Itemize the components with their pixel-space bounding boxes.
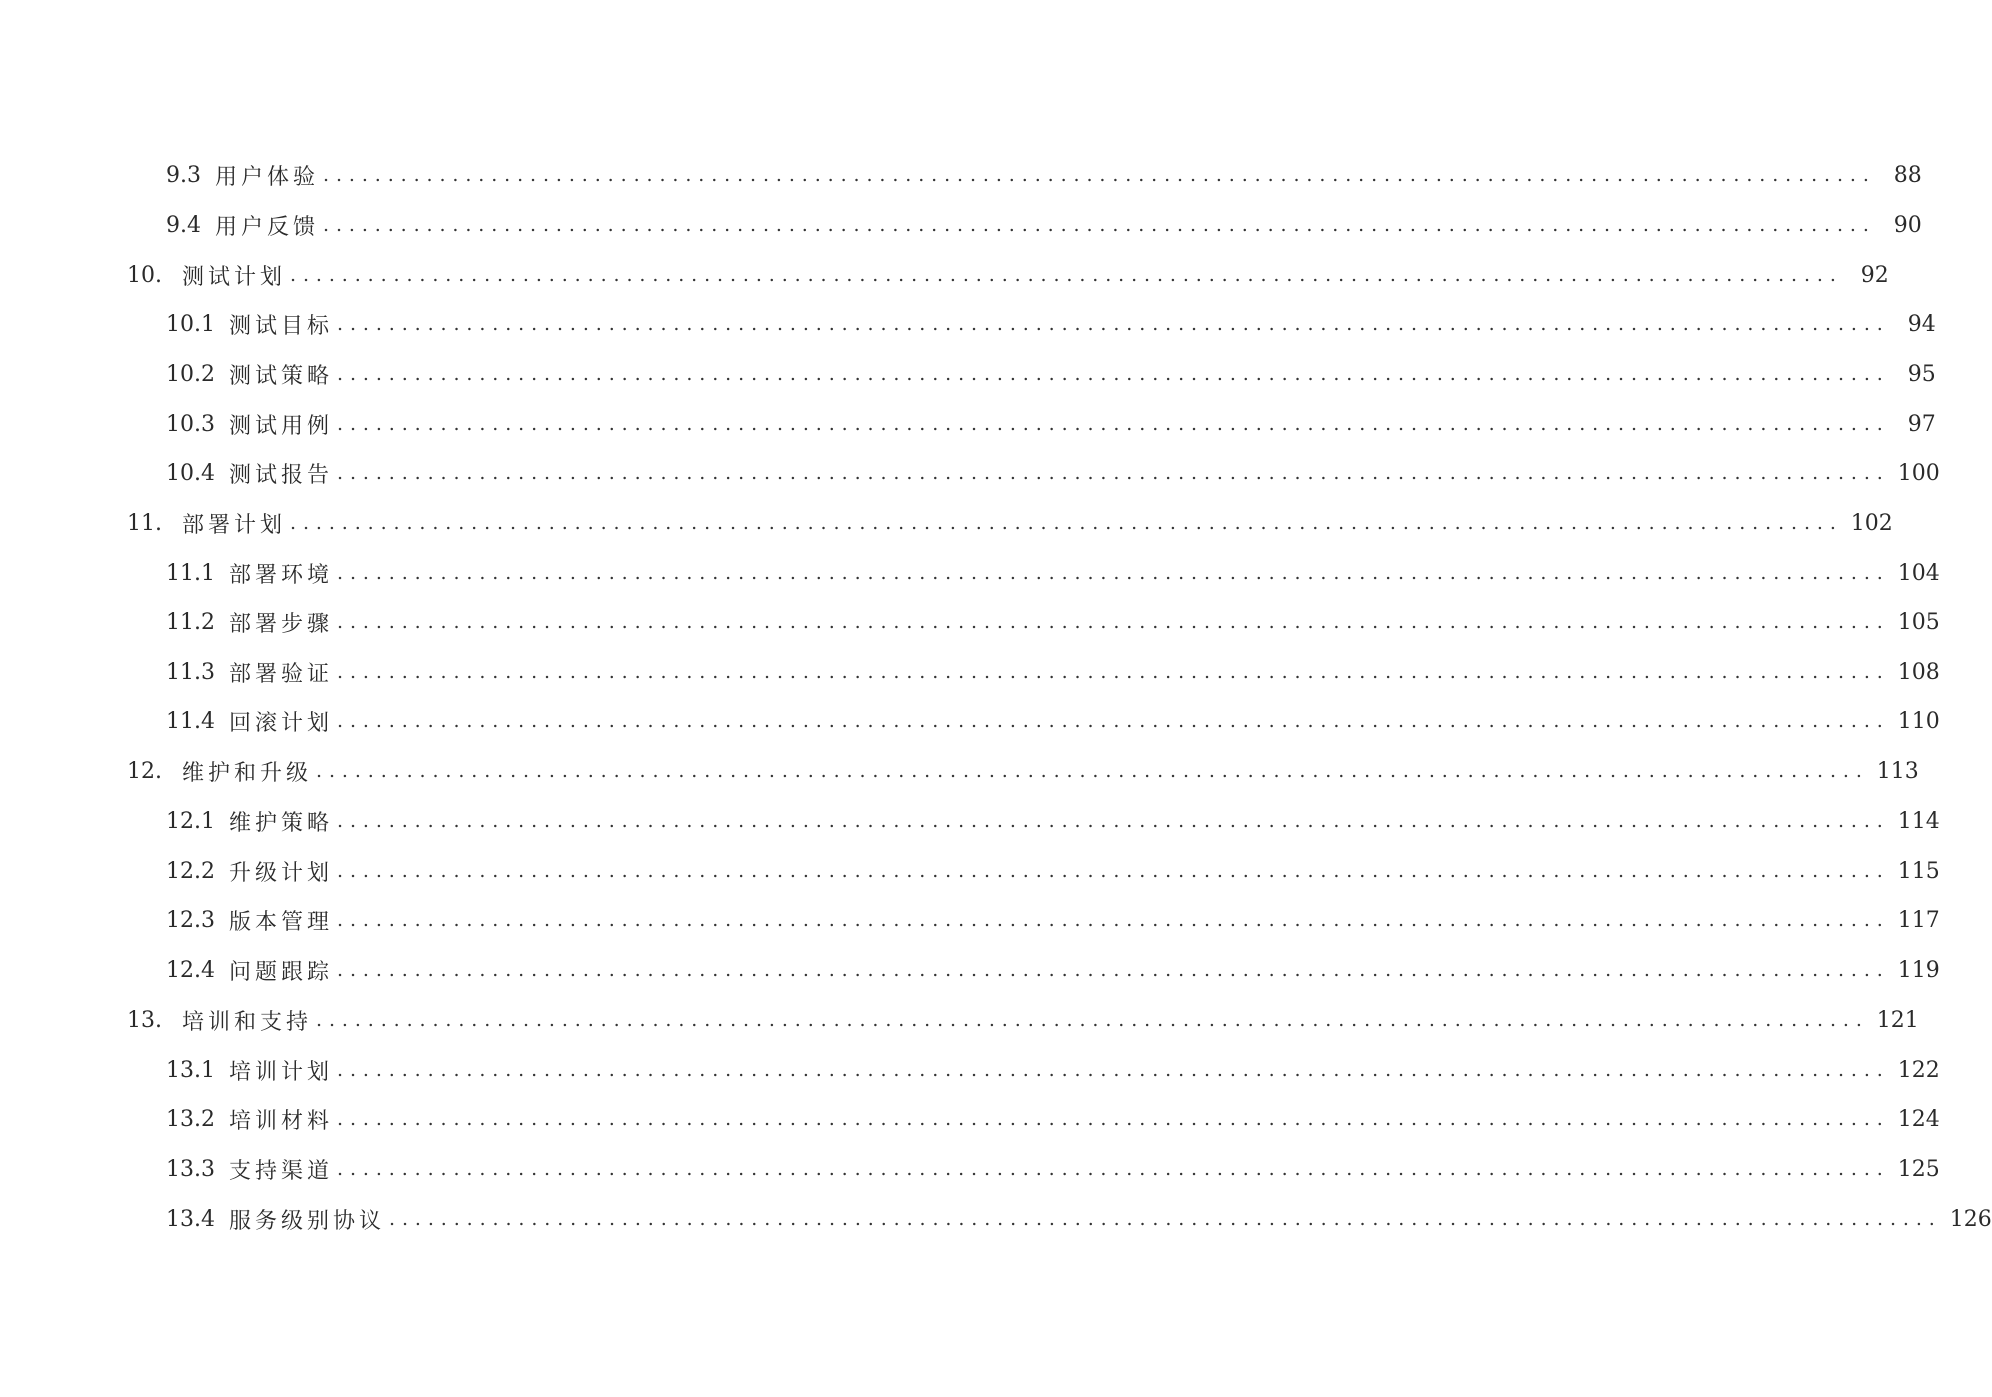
toc-entry[interactable] [166,150,1922,200]
toc-entry[interactable] [127,498,1893,548]
toc-entry-number: 10.3 [166,411,215,437]
toc-entry[interactable] [166,1194,1992,1244]
toc-leader-dots: ........................................................................................................................ [337,1059,1890,1081]
toc-entry-number: 11.3 [166,659,215,685]
toc-entry-title: 支持渠道 [228,1158,333,1184]
toc-entry-page: 95 [1907,361,1936,387]
toc-entry-number: 9.4 [166,212,201,238]
toc-entry-page: 113 [1876,758,1919,784]
toc-entry-title: 回滚计划 [228,710,333,736]
toc-entry-title: 升级计划 [228,860,333,886]
toc-leader-dots: ........................................................................................................................ [337,462,1890,484]
toc-entry-title: 部署步骤 [228,611,333,637]
toc-entry[interactable] [166,945,1940,995]
toc-entry-number: 10.1 [166,311,215,337]
toc-leader-dots: ........................................................................................................................ [316,1009,1869,1031]
toc-leader-dots: ........................................................................................................................ [337,909,1890,931]
toc-entry-title: 用户体验 [215,164,320,190]
toc-entry-number: 12.4 [166,957,215,983]
toc-entry-title: 用户反馈 [215,214,320,240]
toc-entry-title: 测试计划 [182,264,287,290]
toc-leader-dots: ........................................................................................................................ [290,512,1843,534]
toc-entry-page: 115 [1897,858,1940,884]
toc-entry-title: 测试策略 [228,363,333,389]
toc-entry-page: 92 [1860,262,1889,288]
toc-entry[interactable] [166,846,1940,896]
toc-entry-number: 13.2 [166,1106,215,1132]
toc-entry-title: 测试用例 [228,413,333,439]
toc-entry-number: 12.2 [166,858,215,884]
toc-entry[interactable] [166,597,1940,647]
toc-leader-dots: ........................................................................................................................ [337,363,1890,385]
toc-entry-title: 维护和升级 [182,760,313,786]
toc-entry-title: 测试目标 [228,313,333,339]
toc-leader-dots: ........................................................................................................................ [323,214,1876,236]
toc-leader-dots: ........................................................................................................................ [337,313,1890,335]
toc-entry-title: 培训和支持 [182,1009,313,1035]
toc-leader-dots: ........................................................................................................................ [337,1108,1890,1130]
toc-entry-title: 问题跟踪 [228,959,333,985]
toc-entry-number: 11. [127,510,162,536]
toc-entry[interactable] [166,399,1936,449]
toc-leader-dots: ........................................................................................................................ [337,562,1890,584]
toc-entry-page: 114 [1897,808,1940,834]
toc-entry-title: 服务级别协议 [228,1208,385,1234]
toc-entry-number: 12. [127,758,162,784]
toc-entry-title: 部署环境 [228,562,333,588]
toc-entry-number: 11.4 [166,708,215,734]
toc-entry[interactable] [166,448,1940,498]
toc-entry[interactable] [166,647,1940,697]
toc-entry-page: 90 [1893,212,1922,238]
toc-entry-page: 125 [1897,1156,1940,1182]
toc-entry-number: 13. [127,1007,162,1033]
toc-entry-page: 126 [1949,1206,1992,1232]
toc-entry[interactable] [166,548,1940,598]
toc-entry[interactable] [166,1144,1940,1194]
toc-entry-page: 104 [1897,560,1940,586]
toc-leader-dots: ........................................................................................................................ [337,1158,1890,1180]
toc-entry-page: 108 [1897,659,1940,685]
toc-entry-number: 11.2 [166,609,215,635]
toc-entry[interactable] [127,250,1889,300]
toc-entry[interactable] [127,746,1919,796]
toc-entry-page: 88 [1893,162,1922,188]
toc-entry-title: 培训材料 [228,1108,333,1134]
toc-leader-dots: ........................................................................................................................ [337,860,1890,882]
toc-entry[interactable] [166,1094,1940,1144]
toc-entry-number: 10.2 [166,361,215,387]
toc-entry-page: 122 [1897,1057,1940,1083]
toc-entry-title: 测试报告 [228,462,333,488]
toc-entry[interactable] [166,895,1940,945]
toc-leader-dots: ........................................................................................................................ [337,810,1890,832]
toc-entry-title: 维护策略 [228,810,333,836]
toc-entry-number: 9.3 [166,162,201,188]
toc-entry[interactable] [166,349,1936,399]
toc-entry-page: 110 [1897,708,1940,734]
toc-entry-page: 97 [1907,411,1936,437]
toc-entry-number: 12.1 [166,808,215,834]
toc-entry-page: 105 [1897,609,1940,635]
toc-leader-dots: ........................................................................................................................ [337,959,1890,981]
toc-entry[interactable] [166,796,1940,846]
toc-leader-dots: ........................................................................................................................ [337,710,1890,732]
toc-leader-dots: ........................................................................................................................ [337,611,1890,633]
toc-entry-page: 100 [1897,460,1940,486]
toc-entry-title: 培训计划 [228,1059,333,1085]
toc-entry[interactable] [166,200,1922,250]
toc-entry-number: 13.1 [166,1057,215,1083]
toc-entry[interactable] [166,696,1940,746]
toc-entry-number: 13.3 [166,1156,215,1182]
toc-entry-page: 94 [1907,311,1936,337]
toc-entry-page: 117 [1897,907,1940,933]
toc-leader-dots: ........................................................................................................................ [323,164,1876,186]
toc-entry-number: 11.1 [166,560,215,586]
toc-leader-dots: ........................................................................................................................ [337,413,1890,435]
toc-entry-number: 10.4 [166,460,215,486]
toc-leader-dots: ........................................................................................................................ [290,264,1843,286]
toc-entry-number: 10. [127,262,162,288]
toc-entry-number: 13.4 [166,1206,215,1232]
toc-entry[interactable] [127,995,1919,1045]
toc-entry-title: 部署计划 [182,512,287,538]
toc-entry[interactable] [166,299,1936,349]
toc-entry-page: 102 [1850,510,1893,536]
toc-entry-page: 119 [1897,957,1940,983]
toc-entry-title: 版本管理 [228,909,333,935]
toc-entry[interactable] [166,1045,1940,1095]
toc-entry-title: 部署验证 [228,661,333,687]
toc-leader-dots: ........................................................................................................................ [389,1208,1942,1230]
toc-entry-number: 12.3 [166,907,215,933]
toc-leader-dots: ........................................................................................................................ [316,760,1869,782]
toc-entry-page: 121 [1876,1007,1919,1033]
toc-entry-page: 124 [1897,1106,1940,1132]
toc-leader-dots: ........................................................................................................................ [337,661,1890,683]
